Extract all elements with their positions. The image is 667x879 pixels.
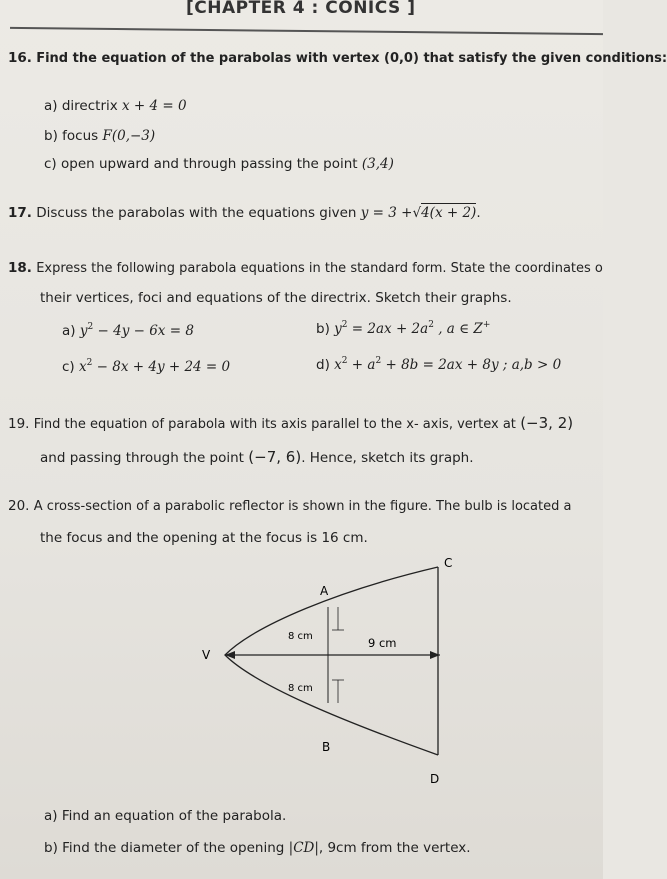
q19-line2-text: and passing through the point: [40, 450, 244, 466]
label-d: D: [430, 772, 440, 786]
q19-number: 19.: [8, 416, 30, 432]
reflector-figure: [190, 555, 460, 795]
q20-a-text: Find an equation of the parabola.: [61, 808, 287, 824]
q20-line2: the focus and the opening at the focus is 16 cm.: [40, 530, 368, 546]
q17-number: 17.: [8, 205, 32, 221]
q20-b-text: Find the diameter of the opening: [62, 840, 285, 856]
q16-c-math: (3,4): [361, 156, 394, 172]
q16-c-label: c): [44, 156, 57, 172]
q18-number: 18.: [8, 260, 32, 276]
q16-a-label: a): [44, 98, 58, 114]
q18-a-math: $y^2 - 4y - 6x = 8$: [79, 322, 194, 339]
q16-part-a: [44, 98, 187, 114]
q16-part-b: [44, 128, 155, 144]
q18-part-c: [62, 358, 230, 375]
q18-d-label: d): [316, 357, 330, 373]
label-a: A: [320, 584, 329, 598]
q18-part-b: [316, 320, 490, 337]
q18-b-label: b): [316, 321, 330, 337]
q20-a-label: a): [44, 808, 58, 824]
q17-text: Discuss the parabolas with the equations given: [36, 205, 357, 221]
q17-math-lhs: y = 3 +: [360, 205, 413, 221]
q17-stem: [8, 205, 481, 221]
q16-a-math: x + 4 = 0: [122, 98, 187, 114]
q20-part-b: [44, 840, 471, 856]
top-dim-label: 8 cm: [288, 631, 313, 642]
q18-b-math: $y^2 = 2ax + 2a^2$ , a ∈ Z+: [334, 320, 491, 337]
q19-line1: [8, 414, 573, 432]
q16-a-text: directrix: [61, 98, 118, 114]
q20-b-end: , 9cm from the vertex.: [318, 840, 471, 856]
header-rule: [10, 27, 603, 35]
q16-b-math: F(0,−3): [102, 128, 156, 144]
q19-point: (−7, 6): [248, 448, 302, 466]
q20-number: 20.: [8, 498, 30, 514]
q18-part-d: [316, 356, 561, 373]
q20-part-a: [44, 808, 286, 824]
q19-line1-text: Find the equation of parabola with its axis parallel to the x- axis, vertex at: [33, 417, 516, 432]
label-c: C: [444, 556, 453, 570]
q18-line1: [8, 260, 603, 276]
q18-d-math: $x^2 + a^2 + 8b = 2ax + 8y$ ; a,b > 0: [334, 356, 562, 373]
axis-dim-label: 9 cm: [368, 636, 397, 650]
q19-line2: [40, 448, 474, 466]
q20-b-math: |CD|: [288, 840, 319, 856]
parabola-curve: [225, 567, 438, 755]
axis-arrow-left: [225, 651, 235, 659]
q18-c-math: $x^2 - 8x + 4y + 24 = 0$: [79, 358, 231, 375]
q16-part-c: [44, 156, 394, 172]
q17-root-sign: √: [412, 205, 422, 221]
q16-b-text: focus: [62, 128, 99, 144]
q17-end: .: [476, 205, 481, 221]
q16-number: 16.: [8, 50, 32, 66]
chapter-header: [CHAPTER 4 : CONICS ]: [186, 0, 416, 18]
q16-c-text: open upward and through passing the point: [61, 156, 358, 172]
bottom-dim-label: 8 cm: [288, 683, 313, 694]
label-b: B: [322, 740, 331, 754]
q18-a-label: a): [62, 323, 76, 339]
q20-line1: [8, 498, 571, 514]
q16-b-label: b): [44, 128, 58, 144]
q18-c-label: c): [62, 359, 75, 375]
q17-radicand: 4(x + 2): [421, 205, 477, 221]
q20-b-label: b): [44, 840, 58, 856]
q18-line2: their vertices, foci and equations of the directrix. Sketch their graphs.: [40, 290, 512, 306]
q18-part-a: [62, 322, 194, 339]
q16-stem: [8, 50, 667, 66]
q20-line1-text: A cross-section of a parabolic reflector is shown in the figure. The bulb is located a: [33, 499, 572, 514]
q18-line1-text: Express the following parabola equations in the standard form. State the coordinates o: [36, 261, 603, 276]
q19-line2-end: . Hence, sketch its graph.: [301, 450, 474, 466]
q16-text: Find the equation of the parabolas with vertex (0,0) that satisfy the given conditions:: [36, 51, 667, 66]
label-v: V: [202, 648, 211, 662]
q19-vertex: (−3, 2): [520, 414, 574, 432]
